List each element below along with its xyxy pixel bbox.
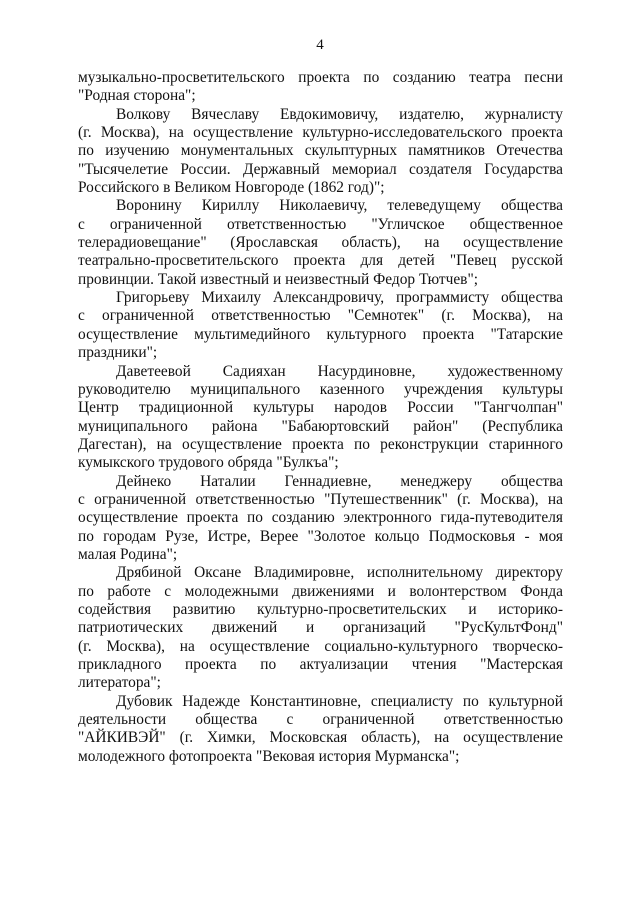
text-line: патриотических движений и организаций "РусКультФонд" xyxy=(78,619,563,637)
text-line: праздники"; xyxy=(78,344,158,362)
text-line: (г. Москва), на осуществление социально-культурного творческо- xyxy=(78,637,563,655)
text-line: прикладного проекта по актуализации чтения "Мастерская xyxy=(78,656,563,673)
text-line: осуществление мультимедийного культурного проекта "Татарские xyxy=(78,325,563,343)
text-line: содействия развитию культурно-просветительских и историко- xyxy=(78,600,563,618)
text-line: по работе с молодежными движениями и волонтерством Фонда xyxy=(78,582,563,600)
text-line: деятельности общества с ограниченной ответственностью xyxy=(78,711,563,729)
text-line: осуществление проекта по созданию электронного гида-путеводителя xyxy=(78,509,563,527)
text-line: Дубовик Надежде Константиновне, специалисту по культурной xyxy=(116,692,563,710)
paragraph xyxy=(78,363,563,473)
text-line: театрально-просветительского проекта для детей "Певец русской xyxy=(78,252,563,270)
text-line: Даветеевой Садияхан Насурдиновне, художественному xyxy=(116,362,563,380)
text-line: руководителю муниципального казенного учреждения культуры xyxy=(78,380,563,398)
paragraph xyxy=(78,106,563,198)
text-line: с ограниченной ответственностью "Семнотек" (г. Москва), на xyxy=(78,307,563,325)
text-line: Волкову Вячеславу Евдокимовичу, издателю, журналисту xyxy=(116,105,563,123)
text-line: с ограниченной ответственностью "Угличское общественное xyxy=(78,215,563,233)
text-line: по изучению монументальных скульптурных памятников Отечества xyxy=(78,142,563,160)
document-body xyxy=(78,69,563,766)
text-line: по городам Рузе, Истре, Верее "Золотое кольцо Подмосковья - моя xyxy=(78,527,563,545)
text-line: муниципального района "Бабаюртовский район" (Республика xyxy=(78,417,563,435)
text-line: Дрябиной Оксане Владимировне, исполнительному директору xyxy=(116,564,563,582)
text-line: с ограниченной ответственностью "Путешественник" (г. Москва), на xyxy=(78,490,563,508)
text-line: кумыкского трудового обряда "Булкъа"; xyxy=(78,454,339,472)
text-line: (г. Москва), на осуществление культурно-исследовательского проекта xyxy=(78,124,563,142)
text-line: Григорьеву Михаилу Александровичу, программисту общества xyxy=(116,289,563,307)
paragraph xyxy=(78,69,563,106)
text-line: Центр традиционной культуры народов России "Тангчолпан" xyxy=(78,399,563,417)
text-line: "Родная сторона"; xyxy=(78,87,196,105)
text-line: литератора"; xyxy=(78,674,161,692)
text-line: Российского в Великом Новгороде (1862 год)"; xyxy=(78,179,385,197)
page-number: 4 xyxy=(316,37,324,53)
paragraph xyxy=(78,564,563,692)
text-line: телерадиовещание" (Ярославская область), на осуществление xyxy=(78,234,563,252)
text-line: Воронину Кириллу Николаевичу, телеведущему общества xyxy=(116,197,563,215)
paragraph xyxy=(78,473,563,565)
text-line: Дейнеко Наталии Геннадиевне, менеджеру общества xyxy=(116,472,563,490)
paragraph xyxy=(78,289,563,362)
text-line: провинции. Такой известный и неизвестный Федор Тютчев"; xyxy=(78,270,479,288)
paragraph xyxy=(78,197,563,289)
text-line: музыкально-просветительского проекта по созданию театра песни xyxy=(78,69,563,86)
paragraph xyxy=(78,693,563,766)
text-line: "Тысячелетие России. Державный мемориал создателя Государства xyxy=(78,160,563,178)
text-line: Дагестан), на осуществление проекта по реконструкции старинного xyxy=(78,435,563,453)
text-line: "АЙКИВЭЙ" (г. Химки, Московская область), на осуществление xyxy=(78,729,563,747)
text-line: малая Родина"; xyxy=(78,545,178,563)
text-line: молодежного фотопроекта "Вековая история Мурманска"; xyxy=(78,747,460,765)
